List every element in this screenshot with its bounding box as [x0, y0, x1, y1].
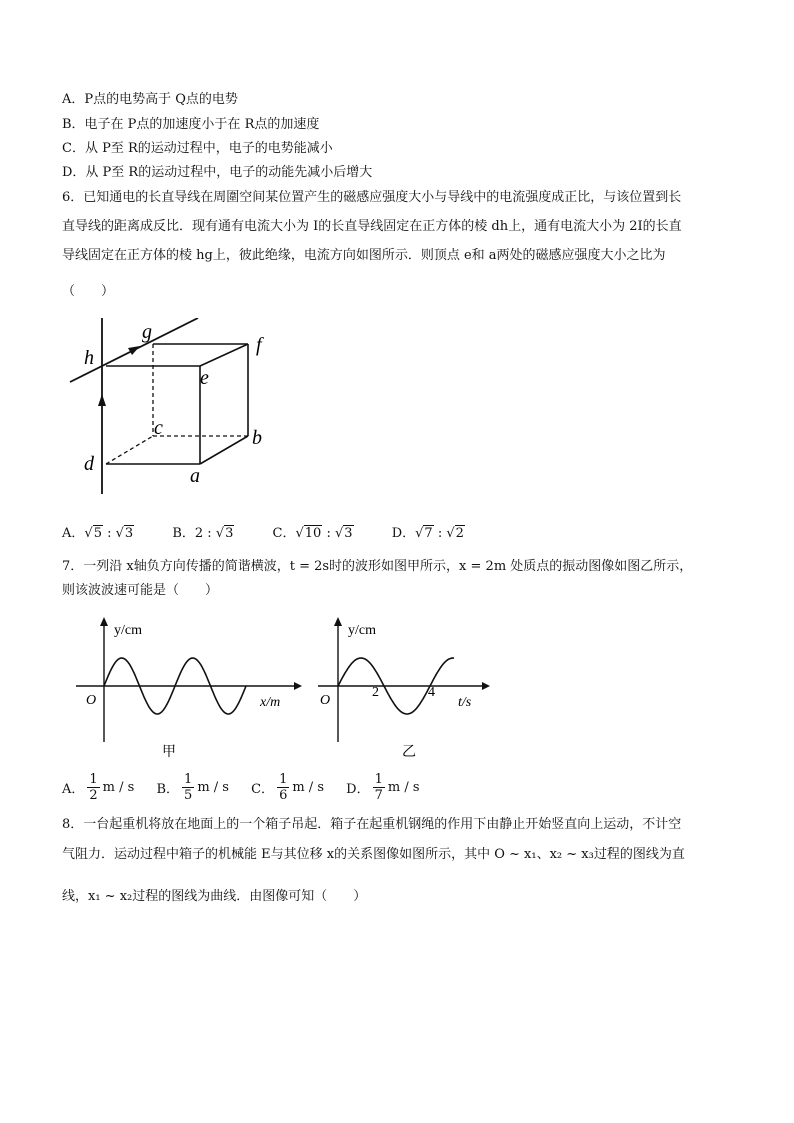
q6-stem-line1: 6．已知通电的长直导线在周圍空间某位置产生的磁感应强度大小与导线中的电流强度成正比，与该位置到长: [62, 190, 682, 205]
graph-b-tick-4: 4: [428, 685, 435, 700]
q5-option-c: C．从 P至 R的运动过程中，电子的电势能减小: [62, 141, 333, 156]
graph-b-origin: O: [320, 693, 331, 708]
label-c: c: [154, 417, 163, 439]
q7-stem-line2: 则该波波速可能是（ ）: [62, 583, 219, 598]
q6-option-a: A．√5 : √3: [62, 526, 134, 541]
q6-cube-diagram: [62, 318, 282, 498]
graph-a-origin: O: [86, 693, 97, 708]
label-f: f: [256, 334, 262, 356]
q6-answer-blank: （ ）: [62, 284, 115, 299]
q6-stem-line2: 直导线的距离成反比．现有通有电流大小为 I的长直导线固定在正方体的棱 dh上，通有电流大小为 2I的长直: [62, 219, 682, 234]
q7-option-d: D． $\frac{1}{7}$ m / s: [346, 772, 420, 803]
q6-option-c: C．√10 : √3: [272, 526, 353, 541]
q5-option-a: A．P点的电势高于 Q点的电势: [62, 92, 238, 107]
q7-graph-b: [314, 612, 494, 762]
label-b: b: [252, 427, 262, 449]
q7-option-c: C． $\frac{1}{6}$ m / s: [251, 772, 324, 803]
q7-options: [62, 772, 438, 803]
graph-a-xlabel: x/m: [260, 695, 281, 710]
q7-option-a: A． $\frac{1}{2}$ m / s: [62, 772, 135, 803]
label-a: a: [190, 465, 200, 487]
q7-graph-a: [72, 612, 302, 762]
q8-stem-line3: 线，x₁ ~ x₂过程的图线为曲线．由图像可知（ ）: [62, 889, 367, 904]
graph-b-tick-2: 2: [372, 685, 379, 700]
graph-b-xlabel: t/s: [458, 695, 472, 710]
graph-a-ylabel: y/cm: [114, 623, 142, 638]
q7-stem-line1: 7．一列沿 x轴负方向传播的简谐横波，t = 2s时的波形如图甲所示，x = 2m 处质点的振动图像如图乙所示，: [62, 559, 693, 574]
q7-option-b: B． $\frac{1}{5}$ m / s: [156, 772, 229, 803]
label-g: g: [142, 321, 152, 343]
q6-stem-line3: 导线固定在正方体的棱 hg上，彼此绝缘，电流方向如图所示．则顶点 e和 a两处的磁感应强度大小之比为: [62, 248, 666, 263]
q8-stem-line1: 8．一台起重机将放在地面上的一个箱子吊起．箱子在起重机钢绳的作用下由静止开始竖直向上运动，不计空: [62, 817, 682, 832]
graph-b-caption: 乙: [402, 745, 416, 760]
q5-option-b: B．电子在 P点的加速度小于在 R点的加速度: [62, 117, 320, 132]
label-h: h: [84, 347, 94, 369]
graph-a-caption: 甲: [162, 745, 176, 760]
graph-b-ylabel: y/cm: [348, 623, 376, 638]
label-e: e: [200, 367, 209, 389]
q5-option-d: D．从 P至 R的运动过程中，电子的动能先减小后增大: [62, 165, 373, 180]
q6-option-d: D．√7 : √2: [391, 526, 464, 541]
label-d: d: [84, 453, 94, 475]
q6-options: [62, 522, 499, 541]
q8-stem-line2: 气阻力．运动过程中箱子的机械能 E与其位移 x的关系图像如图所示，其中 O ~ x₁、x₂ ~ x₃过程的图线为直: [62, 847, 685, 862]
q6-option-b: B．2 : √3: [172, 526, 234, 541]
